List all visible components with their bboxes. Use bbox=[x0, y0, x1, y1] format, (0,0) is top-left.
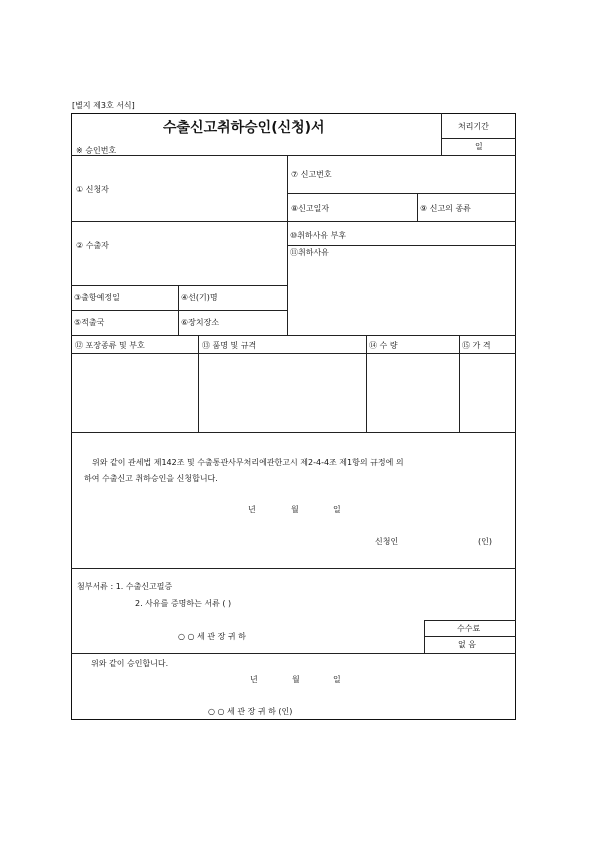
approval-statement: 위와 같이 승인합니다. bbox=[91, 659, 169, 668]
processing-period-value: 일 bbox=[475, 142, 483, 151]
statement-line-2: 하여 수출신고 취하승인을 신청합니다. bbox=[84, 474, 218, 483]
column-item-name: ⑬ 품명 및 규격 bbox=[202, 341, 257, 350]
date-year: 년 bbox=[248, 505, 256, 514]
applicant-seal: (인) bbox=[478, 537, 492, 546]
column-quantity: ⑭ 수 량 bbox=[369, 341, 398, 350]
attachments-line-2: 2. 사유를 증명하는 서류 ( ) bbox=[135, 599, 232, 608]
processing-period-label: 처리기간 bbox=[458, 122, 489, 131]
date-day: 일 bbox=[333, 505, 341, 514]
withdrawal-status-label: ⑩취하사유 부후 bbox=[290, 231, 347, 240]
declaration-type-label: ⑨ 신고의 종류 bbox=[420, 204, 471, 213]
date-month: 월 bbox=[291, 505, 299, 514]
fee-label: 수수료 bbox=[457, 624, 481, 633]
approval-date-month: 월 bbox=[292, 675, 300, 684]
fee-value: 없 음 bbox=[458, 640, 476, 649]
withdrawal-reason-label: ⑪취하사유 bbox=[290, 248, 329, 257]
storage-place-label: ⑥장치장소 bbox=[181, 318, 220, 327]
form-reference: [별지 제3호 서식] bbox=[72, 101, 135, 110]
loading-date-label: ③출항예정일 bbox=[74, 293, 120, 302]
statement-line-1: 위와 같이 관세법 제142조 및 수출통관사무처리에관한고시 제2-4-4조 제1항의 규정에 의 bbox=[92, 458, 404, 467]
applicant-sign-label: 신청인 bbox=[375, 537, 399, 546]
approval-date-day: 일 bbox=[333, 675, 341, 684]
declaration-date-label: ⑧신고일자 bbox=[291, 204, 330, 213]
column-packaging: ⑫ 포장종류 및 부호 bbox=[75, 341, 145, 350]
column-price: ⑮ 가 격 bbox=[462, 341, 491, 350]
approval-date-year: 년 bbox=[250, 675, 258, 684]
approver-line: ○ ○ 세 관 장 귀 하 (인) bbox=[208, 707, 293, 716]
attachments-line-1: 첨부서류 : 1. 수출신고필증 bbox=[77, 582, 173, 591]
approval-number-label: ※ 승인번호 bbox=[76, 146, 117, 155]
vessel-name-label: ④선(기)명 bbox=[181, 293, 218, 302]
applicant-label: ① 신청자 bbox=[76, 185, 109, 194]
declaration-number-label: ⑦ 신고번호 bbox=[291, 170, 332, 179]
form-title: 수출신고취하승인(신청)서 bbox=[163, 120, 325, 136]
recipient-line: ○ ○ 세 관 장 귀 하 bbox=[178, 632, 246, 641]
exporter-label: ② 수출자 bbox=[76, 241, 109, 250]
destination-label: ⑤적출국 bbox=[74, 318, 105, 327]
